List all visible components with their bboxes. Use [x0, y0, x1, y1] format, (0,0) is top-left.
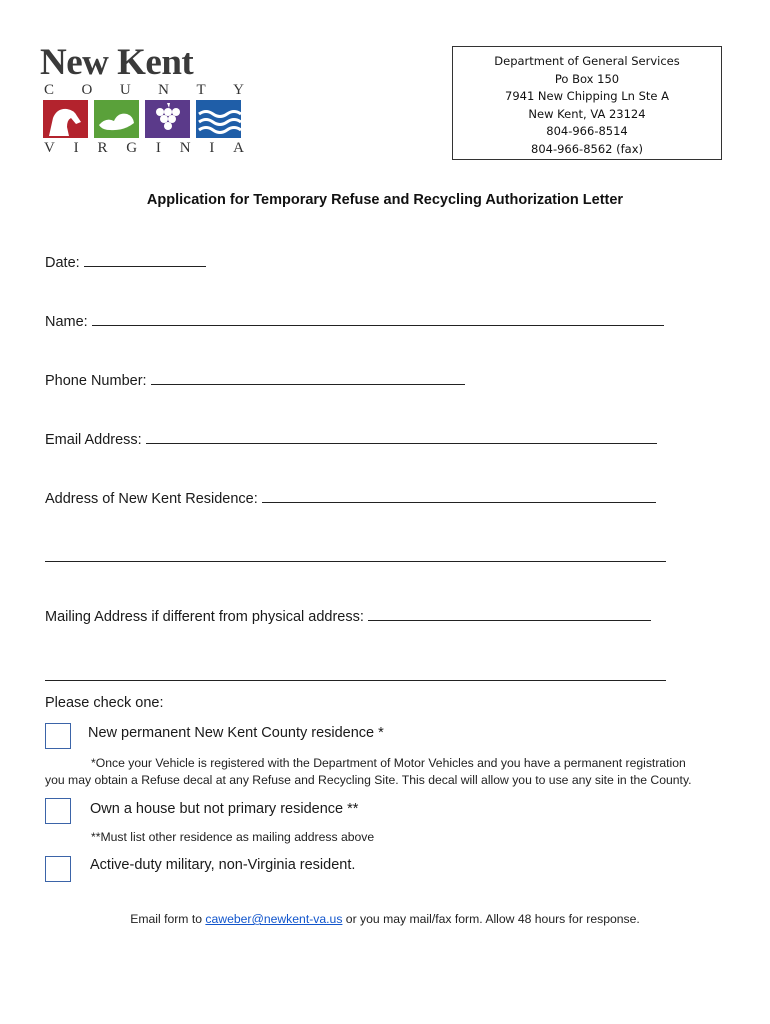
mailing-field [45, 606, 651, 625]
option-second-home: Own a house but not primary residence ** [90, 801, 359, 817]
grapes-icon [145, 100, 190, 138]
residence-field-line2 [45, 547, 666, 566]
date-field [45, 252, 206, 271]
residence-blank-2[interactable] [45, 547, 666, 562]
email-label: Email Address: [45, 432, 142, 448]
logo-state-text: V I R G I N I A [44, 140, 244, 156]
logo-wordmark: New Kent [40, 42, 194, 83]
option-new-resident: New permanent New Kent County residence * [88, 725, 384, 741]
form-title: Application for Temporary Refuse and Recycling Authorization Letter [146, 192, 624, 208]
hat-icon [94, 100, 139, 138]
horse-icon [43, 100, 88, 138]
submission-instructions: Email form to caweber@newkent-va.us or you may mail/fax form. Allow 48 hours for response. [130, 912, 640, 926]
mailing-label: Mailing Address if different from physical address: [45, 609, 364, 625]
email-blank[interactable] [146, 429, 657, 444]
phone-field [45, 370, 465, 389]
county-logo [40, 44, 250, 156]
mailing-blank[interactable] [368, 606, 651, 621]
name-field [45, 311, 664, 330]
option-military: Active-duty military, non-Virginia resident. [90, 857, 356, 873]
date-blank[interactable] [84, 252, 206, 267]
checkbox-second-home[interactable] [45, 798, 71, 824]
street-address: 7941 New Chipping Ln Ste A [505, 89, 669, 103]
residence-label: Address of New Kent Residence: [45, 491, 258, 507]
residence-field [45, 488, 656, 507]
contact-email-link[interactable]: caweber@newkent-va.us [205, 912, 343, 926]
checkbox-new-resident[interactable] [45, 723, 71, 749]
name-blank[interactable] [92, 311, 664, 326]
logo-tiles [43, 100, 241, 138]
mailing-blank-2[interactable] [45, 666, 666, 681]
fax-number: 804-966-8562 (fax) [531, 141, 643, 156]
city-state-zip: New Kent, VA 23124 [528, 106, 646, 121]
phone-label: Phone Number: [45, 373, 147, 389]
note-new-resident-2: you may obtain a Refuse decal at any Refuse and Recycling Site. This decal will allow you to use any site in the County. [45, 773, 692, 787]
phone-blank[interactable] [151, 370, 465, 385]
department-address-box [452, 46, 722, 160]
name-label: Name: [45, 314, 88, 330]
mailing-field-line2 [45, 666, 666, 685]
check-heading: Please check one: [45, 695, 164, 711]
residence-blank[interactable] [262, 488, 656, 503]
logo-county-text: C O U N T Y [44, 82, 244, 98]
note-second-home: **Must list other residence as mailing address above [91, 830, 375, 844]
email-field [45, 429, 657, 448]
department-name: Department of General Services [494, 54, 680, 68]
date-label: Date: [45, 255, 80, 271]
po-box: Po Box 150 [554, 71, 620, 86]
note-new-resident-1: *Once your Vehicle is registered with the Department of Motor Vehicles and you have a permanent registration [91, 756, 686, 770]
checkbox-military[interactable] [45, 856, 71, 882]
waves-icon [196, 100, 241, 138]
phone-number: 804-966-8514 [546, 124, 628, 138]
